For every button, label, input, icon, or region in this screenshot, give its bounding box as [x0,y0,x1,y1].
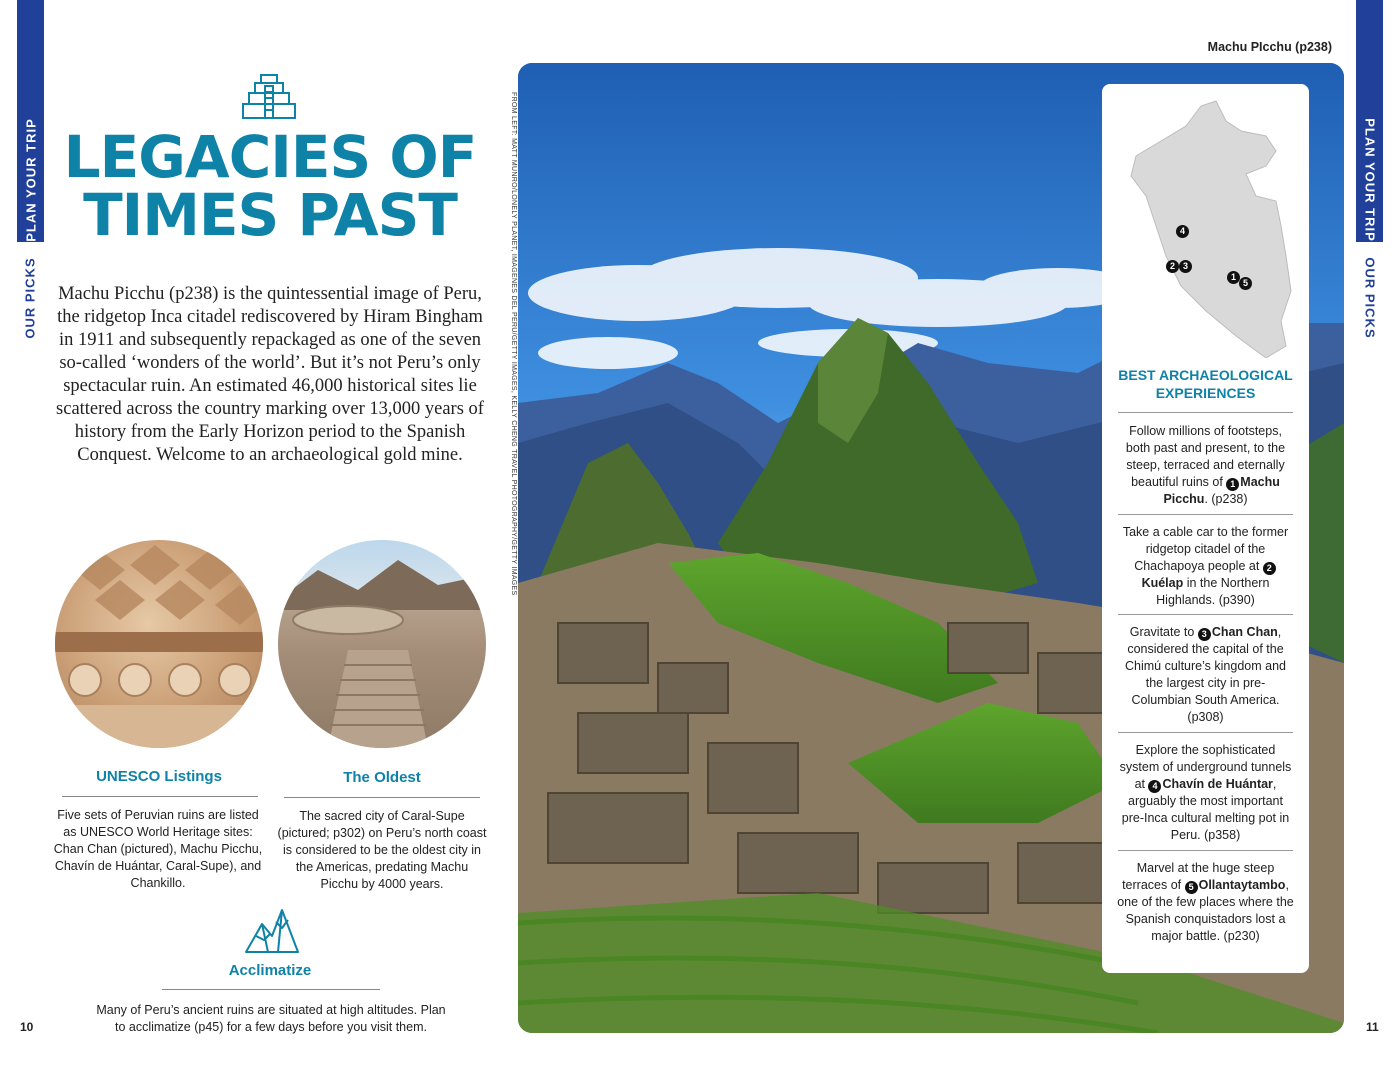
card-rule [1118,514,1293,515]
item-5-name: Ollantaytambo [1198,878,1286,892]
card-rule [1118,732,1293,733]
oldest-heading: The Oldest [343,769,421,786]
title-line-2: TIMES PAST [83,181,457,249]
item-1-number: 1 [1226,478,1239,491]
caral-supe-image [278,540,486,748]
map-marker-4: 4 [1176,225,1189,238]
unesco-heading: UNESCO Listings [96,768,222,785]
item-2-number: 2 [1263,562,1276,575]
oldest-rule [284,797,480,798]
title-line-1: LEGACIES OF [63,123,477,191]
item-1-pre: Follow millions of footsteps, both past and present, to the steep, terraced and eternally beautiful ruins of [1125,424,1286,489]
peru-map [1116,96,1296,358]
item-2-post: in the Northern Highlands. (p390) [1156,576,1270,607]
side-sub-left: OUR PICKS [22,257,38,339]
side-tab-left-label: PLAN YOUR TRIP [23,118,38,242]
photo-credit: FROM LEFT: MATT MUNRO/LONELY PLANET, IMAGENES DEL PERU/GETTY IMAGES, KELLY CHENG TRAVEL PHOTOGRAPHY/GETTY IMAGES [510,92,517,596]
map-marker-2: 2 [1166,260,1179,273]
page-title [40,123,500,249]
card-rule [1118,850,1293,851]
map-marker-1: 1 [1227,271,1240,284]
item-1-post: . (p238) [1204,492,1248,506]
item-2-pre: Take a cable car to the former ridgetop citadel of the Chachapoya people at [1122,525,1289,573]
experience-item-1 [1116,423,1295,508]
page-number-right: 11 [1366,1020,1379,1034]
card-heading: BEST ARCHAEOLOGICAL EXPERIENCES [1118,367,1293,401]
experience-item-4 [1116,742,1295,844]
item-4-pre: Explore the sophisticated system of underground tunnels at [1119,743,1292,791]
item-3-name: Chan Chan [1211,625,1278,639]
temple-icon [241,72,297,122]
side-tab-right [1356,0,1383,242]
card-rule [1118,412,1293,413]
experience-item-3 [1116,624,1295,726]
item-2-name: Kuélap [1141,576,1184,590]
item-4-name: Chavín de Huántar [1162,777,1273,791]
acclimatize-rule [162,989,380,990]
oldest-body: The sacred city of Caral-Supe (pictured; p302) on Peru’s north coast is considered to be the oldest city in the Americas, predating Machu Picchu by 4000 years. [277,809,487,891]
item-1-name: Machu Picchu [1163,475,1280,506]
card-rule [1118,614,1293,615]
item-4-number: 4 [1148,780,1161,793]
side-sub-right: OUR PICKS [1362,257,1378,339]
item-5-number: 5 [1185,881,1198,894]
item-3-post: , considered the capital of the Chimú culture’s kingdom and the largest city in pre-Columbian South America. (p308) [1125,625,1286,724]
unesco-rule [62,796,258,797]
acclimatize-body: Many of Peru’s ancient ruins are situated at high altitudes. Plan to acclimatize (p45) for a few days before you visit them. [96,1003,446,1034]
photo-caption: Machu PIcchu (p238) [1207,40,1332,54]
item-5-pre: Marvel at the huge steep terraces of [1122,861,1275,892]
map-marker-5: 5 [1239,277,1252,290]
mountain-icon [244,906,300,956]
chan-chan-image [55,540,263,748]
page-number-left: 10 [20,1020,34,1034]
unesco-body: Five sets of Peruvian ruins are listed as UNESCO World Heritage sites: Chan Chan (pictured), Machu Picchu, Chavín de Huántar, Caral-Supe), and Chankillo. [53,808,263,890]
item-3-pre: Gravitate to [1129,625,1198,639]
experience-item-2 [1116,524,1295,609]
item-4-post: , arguably the most important pre-Inca cultural melting pot in Peru. (p358) [1121,777,1290,842]
side-tab-right-label: PLAN YOUR TRIP [1362,118,1377,242]
item-5-post: , one of the few places where the Spanish conquistadors lost a major battle. (p230) [1117,878,1294,943]
intro-paragraph: Machu Picchu (p238) is the quintessential image of Peru, the ridgetop Inca citadel rediscovered by Hiram Bingham in 1911 and subsequently repackaged as one of the seven so-called ‘wonders of the world’. But it’s not Peru’s only spectacular ruin. An estimated 46,000 historical sites lie scattered across the country marking over 13,000 years of history from the Early Horizon period to the Spanish Conquest. Welcome to an archaeological gold mine. [56,284,484,465]
item-3-number: 3 [1198,628,1211,641]
acclimatize-heading: Acclimatize [228,962,312,979]
best-experiences-card [1102,84,1309,973]
experience-item-5 [1116,860,1295,945]
map-marker-3: 3 [1179,260,1192,273]
